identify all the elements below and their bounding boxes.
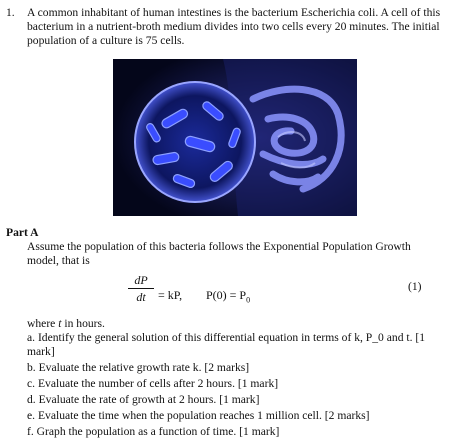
where-line — [27, 317, 105, 331]
derivative-fraction — [128, 273, 154, 304]
where-prefix: where — [27, 317, 59, 330]
initial-condition-text: P(0) = P — [206, 288, 247, 302]
initial-condition — [206, 288, 250, 307]
bacteria-intestine-illustration — [113, 59, 357, 216]
where-variable: t — [58, 317, 62, 330]
item-b: b. Evaluate the relative growth rate k. [2 marks] — [27, 361, 250, 374]
equation-rhs: = kP, — [158, 288, 183, 302]
part-a-heading: Part A — [6, 226, 39, 239]
item-f: f. Graph the population as a function of time. [1 mark] — [27, 425, 280, 438]
item-a-cont: mark] — [27, 345, 55, 358]
intro-line-1: A common inhabitant of human intestines is the bacterium Escherichia coli. A cell of this — [27, 6, 441, 19]
where-suffix: in hours. — [61, 317, 105, 330]
initial-condition-subscript: 0 — [246, 295, 251, 305]
illustration-graphic — [113, 59, 357, 216]
fraction-denominator: dt — [136, 290, 146, 304]
fraction-bar — [128, 288, 154, 289]
question-number: 1. — [6, 6, 15, 19]
fraction-numerator: dP — [134, 273, 148, 287]
equation-number: (1) — [408, 280, 422, 293]
intro-line-2: bacterium in a nutrient-broth medium divides into two cells every 20 minutes. The initial — [27, 20, 440, 33]
item-c: c. Evaluate the number of cells after 2 hours. [1 mark] — [27, 377, 279, 390]
item-d: d. Evaluate the rate of growth at 2 hours. [1 mark] — [27, 393, 260, 406]
part-a-line-2: model, that is — [27, 254, 90, 267]
item-e: e. Evaluate the time when the population reaches 1 million cell. [2 marks] — [27, 409, 370, 422]
intro-line-3: population of a culture is 75 cells. — [27, 34, 185, 47]
part-a-line-1: Assume the population of this bacteria follows the Exponential Population Growth — [27, 240, 411, 253]
item-a: a. Identify the general solution of this differential equation in terms of k, P_0 and t. [1 — [27, 331, 426, 344]
